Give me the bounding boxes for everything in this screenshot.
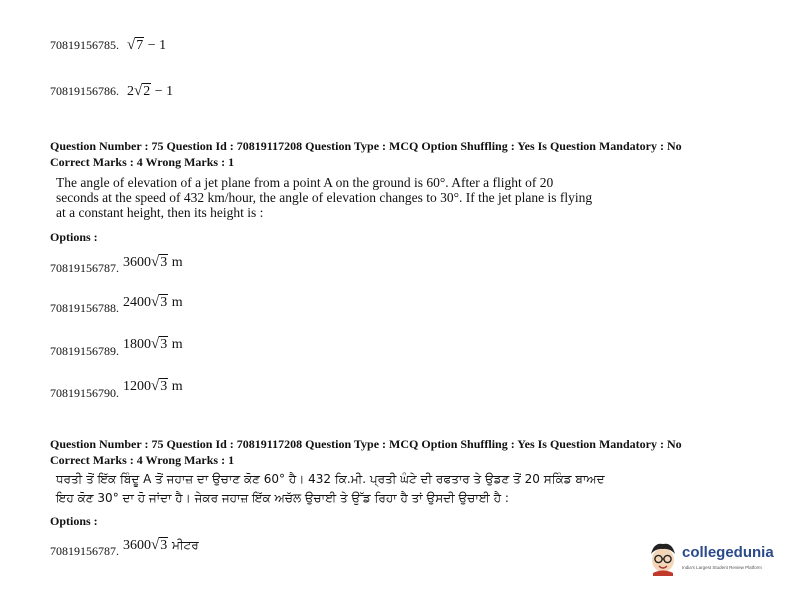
option-unit: ਮੀਟਰ [168,538,199,552]
question-text: The angle of elevation of a jet plane from a point A on the ground is 60°. After a flight of 20 seconds at the speed of 432 km/hour, the angle of elevation changes to 30°. If the jet plane is flying at a constant height, then its height is : [56,175,593,220]
option-row[interactable] [50,293,183,315]
sqrt-expression: √3 [151,294,168,310]
option-suffix: − 1 [151,84,174,99]
sqrt-expression: √7 [127,37,144,53]
mascot-icon [648,540,678,576]
sqrt-expression: √3 [151,336,168,352]
option-value [123,295,183,310]
option-value [127,84,173,99]
option-suffix: − 1 [144,38,167,53]
option-id: 70819156786. [50,84,119,98]
sqrt-expression: √3 [151,537,168,553]
sqrt-expression: √3 [151,378,168,394]
collegedunia-logo [648,540,788,580]
option-id: 70819156790. [50,386,119,400]
question-header-line1: Question Number : 75 Question Id : 70819117208 Question Type : MCQ Option Shuffling : Yes Is Question Mandatory : No [50,139,682,153]
radicand: 3 [160,538,168,553]
option-coefficient: 1800 [123,337,151,352]
option-coefficient: 3600 [123,255,151,270]
option-unit: m [168,295,183,310]
question-header-line1: Question Number : 75 Question Id : 70819117208 Question Type : MCQ Option Shuffling : Yes Is Question Mandatory : No [50,437,682,451]
question-header [50,138,750,170]
question-text: ਧਰਤੀ ਤੋਂ ਇੱਕ ਬਿੰਦੂ A ਤੋਂ ਜਹਾਜ਼ ਦਾ ਉਚਾਣ ਕੋਣ 60° ਹੈ। 432 ਕਿ.ਮੀ. ਪ੍ਰਤੀ ਘੰਟੇ ਦੀ ਰਫਤਾਰ ਤੇ ਉਡਣ ਤੋਂ 20 ਸਕਿੰਡ ਬਾਅਦ ਇਹ ਕੋਣ 30° ਦਾ ਹੋ ਜਾਂਦਾ ਹੈ। ਜੇਕਰ ਜਹਾਜ਼ ਇੱਕ ਅਚੱਲ ਉਚਾਈ ਤੇ ਉੱਡ ਰਿਹਾ ਹੈ ਤਾਂ ਉਸਦੀ ਉਚਾਈ ਹੈ : [56,472,605,505]
option-row [50,82,173,100]
option-value [123,337,183,352]
option-row[interactable] [50,536,199,558]
radicand: 3 [160,255,168,270]
option-coefficient: 2400 [123,295,151,310]
option-value [123,379,183,394]
option-coefficient: 1200 [123,379,151,394]
option-row[interactable] [50,253,183,275]
sqrt-expression: √2 [134,83,151,99]
option-value [123,255,183,270]
option-value [127,38,166,53]
radicand: 3 [160,337,168,352]
options-label: Options : [50,230,98,244]
option-id: 70819156788. [50,301,119,315]
option-unit: m [168,337,183,352]
option-row [50,36,166,54]
option-unit: m [168,379,183,394]
options-label: Options : [50,514,98,528]
radicand: 7 [136,38,144,53]
radical-coefficient: 2 [127,84,134,99]
option-unit: m [168,255,183,270]
option-coefficient: 3600 [123,538,151,553]
logo-tagline: India's Largest Student Review Platform [682,565,762,570]
question-header-line2: Correct Marks : 4 Wrong Marks : 1 [50,155,235,169]
question-header [50,436,750,468]
radicand: 2 [143,84,151,99]
logo-name: collegedunia [682,544,774,561]
radicand: 3 [160,379,168,394]
sqrt-expression: √3 [151,254,168,270]
option-row[interactable] [50,335,183,358]
option-value [123,538,199,553]
option-id: 70819156789. [50,344,119,358]
option-id: 70819156787. [50,261,119,275]
option-id: 70819156787. [50,544,119,558]
option-id: 70819156785. [50,38,119,52]
question-header-line2: Correct Marks : 4 Wrong Marks : 1 [50,453,235,467]
radicand: 3 [160,295,168,310]
option-row[interactable] [50,377,183,400]
